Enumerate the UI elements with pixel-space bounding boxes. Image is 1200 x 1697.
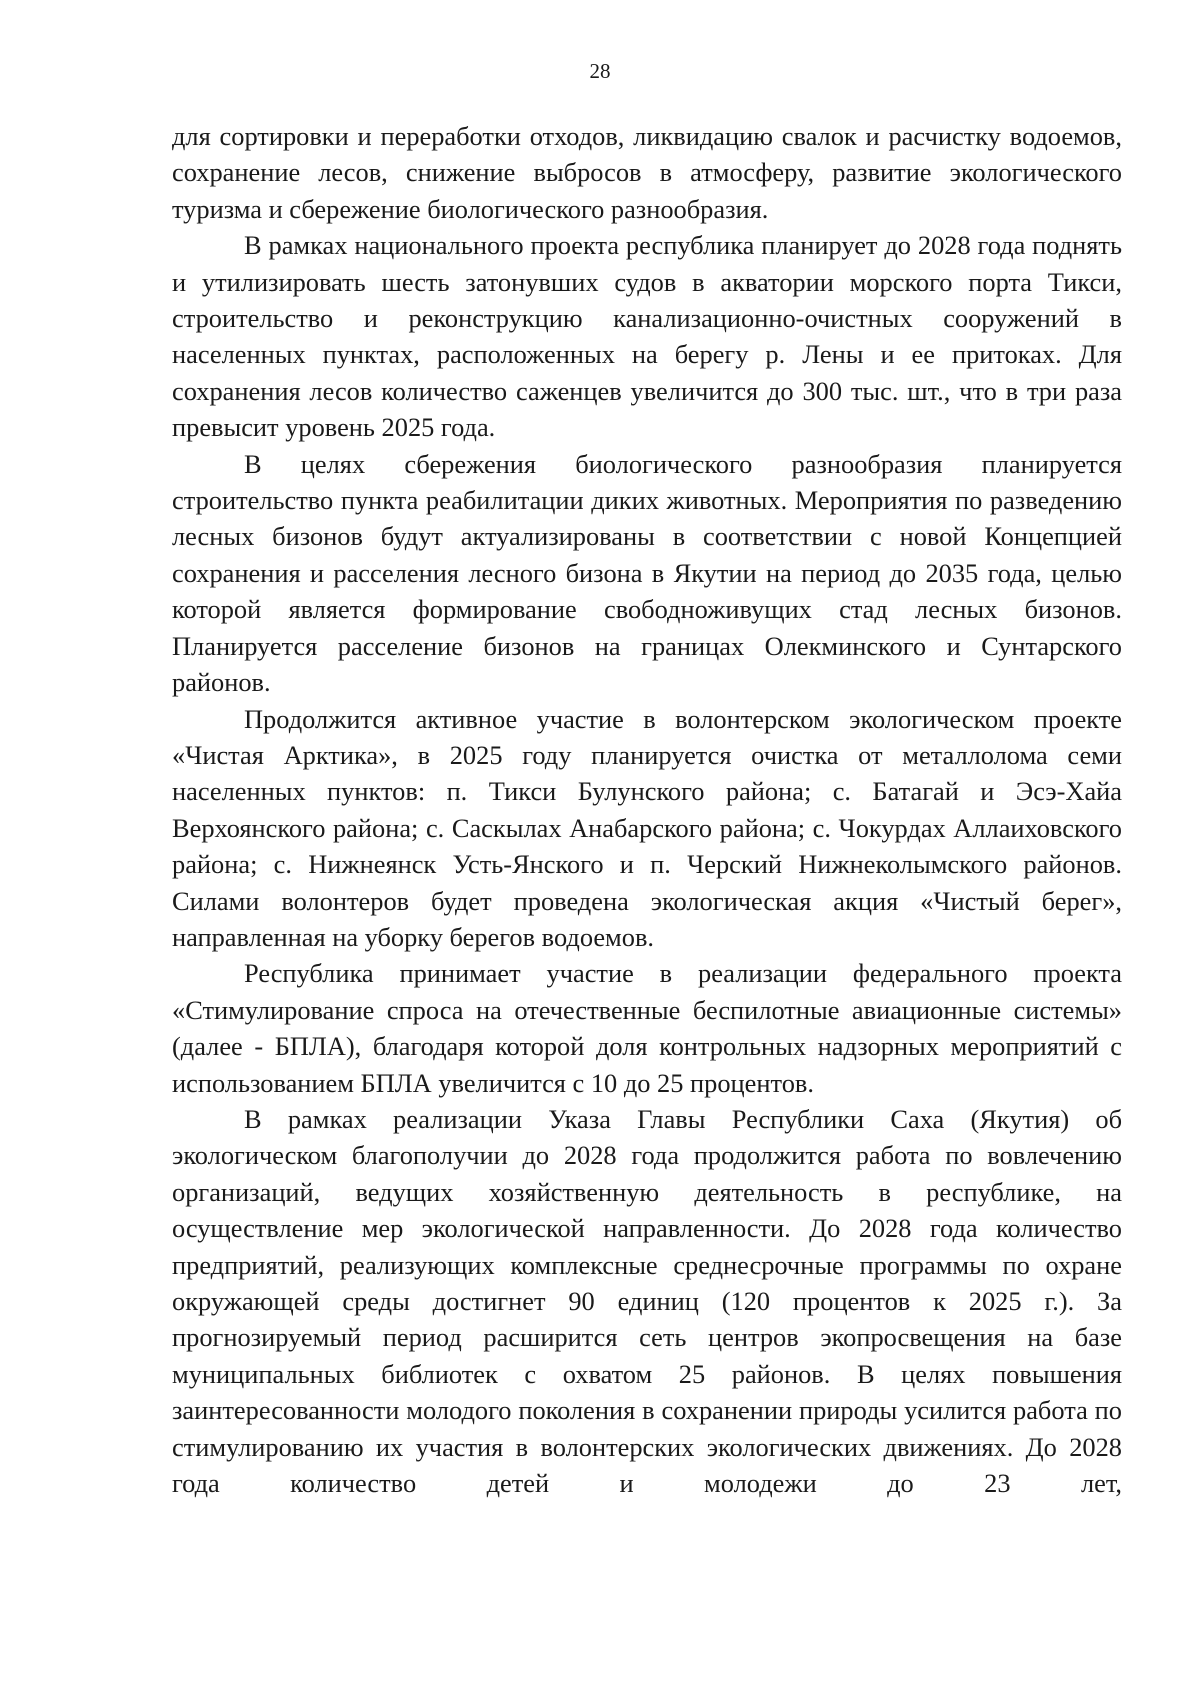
page-number: 28 — [589, 59, 611, 83]
paragraph-4: Продолжится активное участие в волонтерском экологическом проекте «Чистая Арктика», в 2025 году планируется очистка от металлолома семи населенных пунктов: п. Тикси Булунского района; с. Батагай и Эсэ-Хайа Верхоянского района; с. Саскылах Анабарского района; с. Чокурдах Аллаиховского района; с. Нижнеянск Усть-Янского и п. Черский Нижнеколымского районов. Силами волонтеров будет проведена экологическая акция «Чистый берег», направленная на уборку берегов водоемов. — [172, 703, 1122, 952]
paragraph-5: Республика принимает участие в реализации федерального проекта «Стимулирование спроса на отечественные беспилотные авиационные системы» (далее - БПЛА), благодаря которой доля контрольных надзорных мероприятий с использованием БПЛА увеличится с 10 до 25 процентов. — [172, 958, 1122, 1098]
body-text — [172, 118, 1122, 1501]
paragraph-1: для сортировки и переработки отходов, ликвидацию свалок и расчистку водоемов, сохранение лесов, снижение выбросов в атмосферу, развитие экологического туризма и сбережение биологического разнообразия. — [172, 121, 1122, 224]
paragraph-3: В целях сбережения биологического разнообразия планируется строительство пункта реабилитации диких животных. Мероприятия по разведению лесных бизонов будут актуализированы в соответствии с новой Концепцией сохранения и расселения лесного бизона в Якутии на период до 2035 года, целью которой является формирование свободноживущих стад лесных бизонов. Планируется расселение бизонов на границах Олекминского и Сунтарского районов. — [172, 448, 1122, 698]
paragraph-6: В рамках реализации Указа Главы Республики Саха (Якутия) об экологическом благополучии до 2028 года продолжится работа по вовлечению организаций, ведущих хозяйственную деятельность в республике, на осуществление мер экологической направленности. До 2028 года количество предприятий, реализующих комплексные среднесрочные программы по охране окружающей среды достигнет 90 единиц (120 процентов к 2025 г.). За прогнозируемый период расширится сеть центров экопросвещения на базе муниципальных библиотек с охватом 25 районов. В целях повышения заинтересованности молодого поколения в сохранении природы усилится работа по стимулированию их участия в волонтерских экологических движениях. До 2028 года количество детей и молодежи до 23 лет, — [172, 1103, 1122, 1499]
paragraph-2: В рамках национального проекта республика планирует до 2028 года поднять и утилизировать шесть затонувших судов в акватории морского порта Тикси, строительство и реконструкцию канализационно-очистных сооружений в населенных пунктах, расположенных на берегу р. Лены и ее притоках. Для сохранения лесов количество саженцев увеличится до 300 тыс. шт., что в три раза превысит уровень 2025 года. — [172, 230, 1122, 443]
